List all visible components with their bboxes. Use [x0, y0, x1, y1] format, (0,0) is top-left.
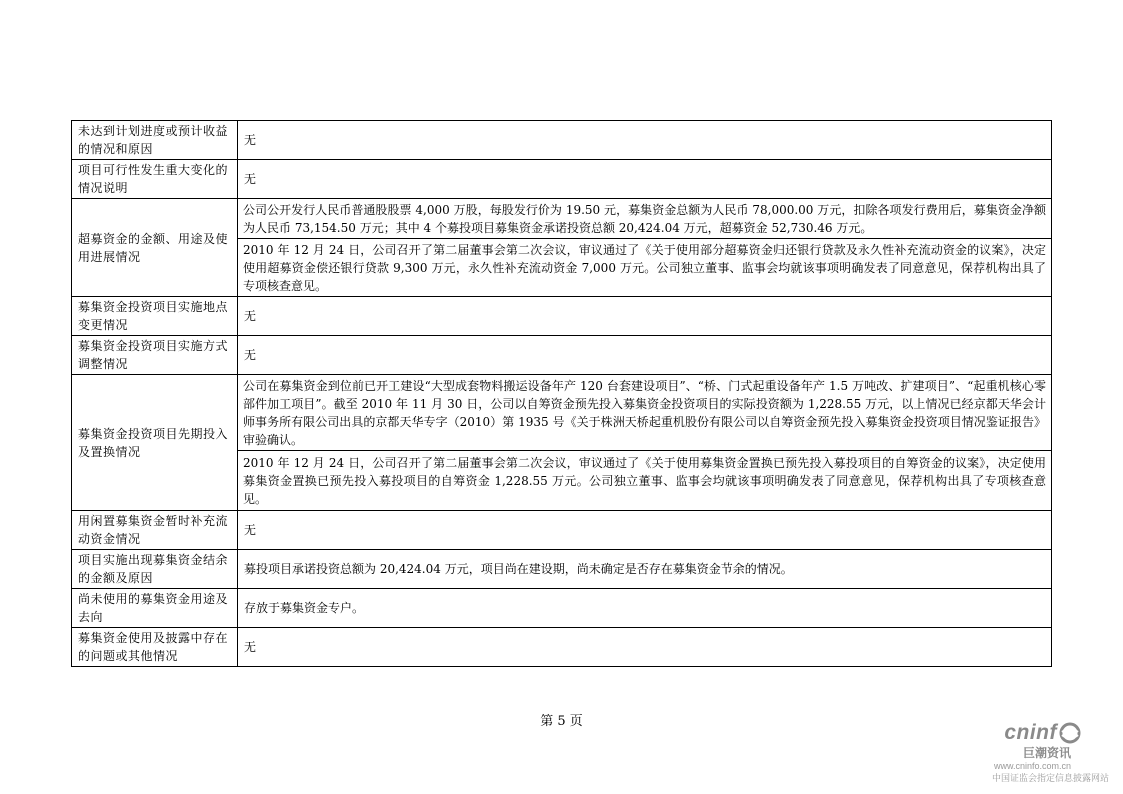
cninfo-watermark	[959, 720, 1109, 788]
row-label: 募集资金投资项目实施地点变更情况	[72, 297, 238, 336]
row-value: 无	[238, 628, 1052, 667]
table-row	[72, 199, 1052, 239]
logo-brand-cn: 巨潮资讯	[1022, 746, 1071, 760]
row-label: 尚未使用的募集资金用途及去向	[72, 589, 238, 628]
row-label: 未达到计划进度或预计收益的情况和原因	[72, 121, 238, 160]
cninfo-swirl-icon	[1059, 722, 1081, 744]
fund-usage-table	[71, 120, 1052, 667]
table-row	[72, 297, 1052, 336]
page-number: 第 5 页	[540, 714, 583, 729]
cninfo-logo	[959, 720, 1109, 746]
table-row	[72, 511, 1052, 550]
table-row	[72, 628, 1052, 667]
table-row	[72, 160, 1052, 199]
table-row	[72, 550, 1052, 589]
row-value: 2010 年 12 月 24 日，公司召开了第二届董事会第二次会议，审议通过了《关于使用募集资金置换已预先投入募投项目的自筹资金的议案》，决定使用募集资金置换已预先投入募投项目的自筹资金 1,228.55 万元。公司独立董事、监事会均就该事项明确发表了同意意见，保荐机构出具了专项核查意见。	[238, 451, 1052, 511]
row-label: 项目实施出现募集资金结余的金额及原因	[72, 550, 238, 589]
row-value: 2010 年 12 月 24 日，公司召开了第二届董事会第二次会议，审议通过了《关于使用部分超募资金归还银行贷款及永久性补充流动资金的议案》，决定使用超募资金偿还银行贷款 9,300 万元，永久性补充流动资金 7,000 万元。公司独立董事、监事会均就该事项明确发表了同意意见，保荐机构出具了专项核查意见。	[238, 239, 1052, 297]
row-value: 公司在募集资金到位前已开工建设“大型成套物料搬运设备年产 120 台套建设项目”、“桥、门式起重设备年产 1.5 万吨改、扩建项目”、“起重机核心零部件加工项目”。截至 2010 年 11 月 30 日，公司以自筹资金预先投入募集资金投资项目的实际投资额为 1,228.55 万元，以上情况已经京都天华会计师事务所有限公司出具的京都天华专字（2010）第 1935 号《关于株洲天桥起重机股份有限公司以自筹资金预先投入募集资金投资项目情况鉴证报告》审验确认。	[238, 375, 1052, 451]
row-value: 存放于募集资金专户。	[238, 589, 1052, 628]
row-value: 公司公开发行人民币普通股股票 4,000 万股，每股发行价为 19.50 元，募集资金总额为人民币 78,000.00 万元，扣除各项发行费用后，募集资金净额为人民币 73,154.50 万元；其中 4 个募投项目募集资金承诺投资总额 20,424.04 万元，超募资金 52,730.46 万元。	[238, 199, 1052, 239]
table-row	[72, 336, 1052, 375]
row-label: 募集资金使用及披露中存在的问题或其他情况	[72, 628, 238, 667]
row-label: 超募资金的金额、用途及使用进展情况	[72, 199, 238, 297]
logo-url: www.cninfo.com.cn	[993, 761, 1071, 771]
row-value: 无	[238, 297, 1052, 336]
row-value: 无	[238, 160, 1052, 199]
row-value: 无	[238, 511, 1052, 550]
row-value: 无	[238, 336, 1052, 375]
row-label: 募集资金投资项目先期投入及置换情况	[72, 375, 238, 511]
table-row	[72, 589, 1052, 628]
logo-brand-text: cninf	[1004, 721, 1057, 744]
row-label: 募集资金投资项目实施方式调整情况	[72, 336, 238, 375]
row-value: 募投项目承诺投资总额为 20,424.04 万元，项目尚在建设期，尚未确定是否存在募集资金节余的情况。	[238, 550, 1052, 589]
table-row	[72, 121, 1052, 160]
table-row	[72, 375, 1052, 451]
row-value: 无	[238, 121, 1052, 160]
row-label: 项目可行性发生重大变化的情况说明	[72, 160, 238, 199]
row-label: 用闲置募集资金暂时补充流动资金情况	[72, 511, 238, 550]
logo-slogan: 中国证监会指定信息披露网站	[991, 773, 1109, 783]
